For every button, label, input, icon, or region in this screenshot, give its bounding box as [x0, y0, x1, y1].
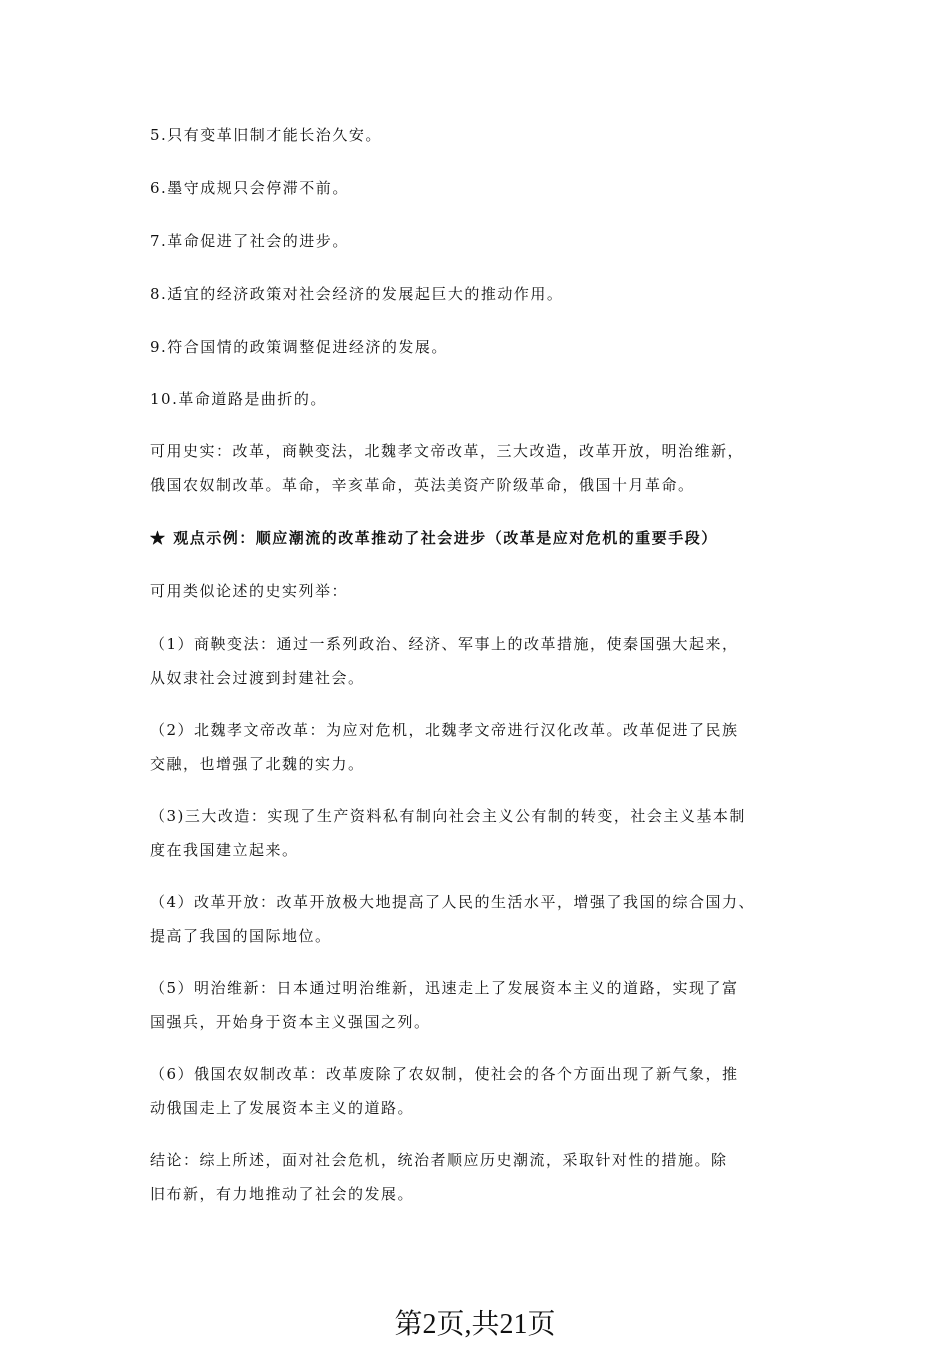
- example-item-5: [150, 971, 800, 1039]
- point-5: 5.只有变革旧制才能长治久安。: [150, 126, 382, 144]
- example-item-6-line-2: 动俄国走上了发展资本主义的道路。: [150, 1099, 415, 1117]
- example-item-6: [150, 1057, 800, 1125]
- example-item-1: [150, 627, 800, 695]
- example-item-4: [150, 885, 800, 953]
- example-item-2-line-2: 交融，也增强了北魏的实力。: [150, 755, 365, 773]
- usable-facts-line-2: 俄国农奴制改革。革命，辛亥革命，英法美资产阶级革命，俄国十月革命。: [150, 476, 695, 494]
- list-intro: 可用类似论述的史实列举：: [150, 582, 349, 600]
- example-item-1-line-1: （1）商鞅变法：通过一系列政治、经济、军事上的改革措施，使秦国强大起来，: [150, 635, 739, 653]
- usable-facts-line-1: 可用史实：改革，商鞅变法，北魏孝文帝改革，三大改造，改革开放，明治维新，: [150, 442, 745, 460]
- example-item-2-line-1: （2）北魏孝文帝改革：为应对危机，北魏孝文帝进行汉化改革。改革促进了民族: [150, 721, 739, 739]
- example-heading: ★ 观点示例：顺应潮流的改革推动了社会进步（改革是应对危机的重要手段）: [150, 529, 718, 547]
- conclusion-line-1: 结论：综上所述，面对社会危机，统治者顺应历史潮流，采取针对性的措施。除: [150, 1151, 728, 1169]
- example-item-5-line-2: 国强兵，开始身于资本主义强国之列。: [150, 1013, 431, 1031]
- point-6: 6.墨守成规只会停滞不前。: [150, 179, 349, 197]
- example-item-3-line-1: （3)三大改造：实现了生产资料私有制向社会主义公有制的转变，社会主义基本制: [150, 807, 746, 825]
- example-item-6-line-1: （6）俄国农奴制改革：改革废除了农奴制，使社会的各个方面出现了新气象，推: [150, 1065, 739, 1083]
- example-item-1-line-2: 从奴隶社会过渡到封建社会。: [150, 669, 365, 687]
- conclusion-line-2: 旧布新，有力地推动了社会的发展。: [150, 1185, 415, 1203]
- example-item-4-line-2: 提高了我国的国际地位。: [150, 927, 332, 945]
- point-7: 7.革命促进了社会的进步。: [150, 232, 349, 250]
- point-9: 9.符合国情的政策调整促进经济的发展。: [150, 338, 448, 356]
- usable-facts-paragraph: [150, 434, 800, 502]
- example-item-3-line-2: 度在我国建立起来。: [150, 841, 299, 859]
- page-number-footer: 第2页,共21页: [394, 1309, 556, 1340]
- point-10: 10.革命道路是曲折的。: [150, 390, 327, 408]
- example-item-5-line-1: （5）明治维新：日本通过明治维新，迅速走上了发展资本主义的道路，实现了富: [150, 979, 739, 997]
- conclusion-paragraph: [150, 1143, 800, 1211]
- example-item-4-line-1: （4）改革开放：改革开放极大地提高了人民的生活水平，增强了我国的综合国力、: [150, 893, 756, 911]
- example-item-2: [150, 713, 800, 781]
- point-8: 8.适宜的经济政策对社会经济的发展起巨大的推动作用。: [150, 285, 564, 303]
- example-item-3: [150, 799, 800, 867]
